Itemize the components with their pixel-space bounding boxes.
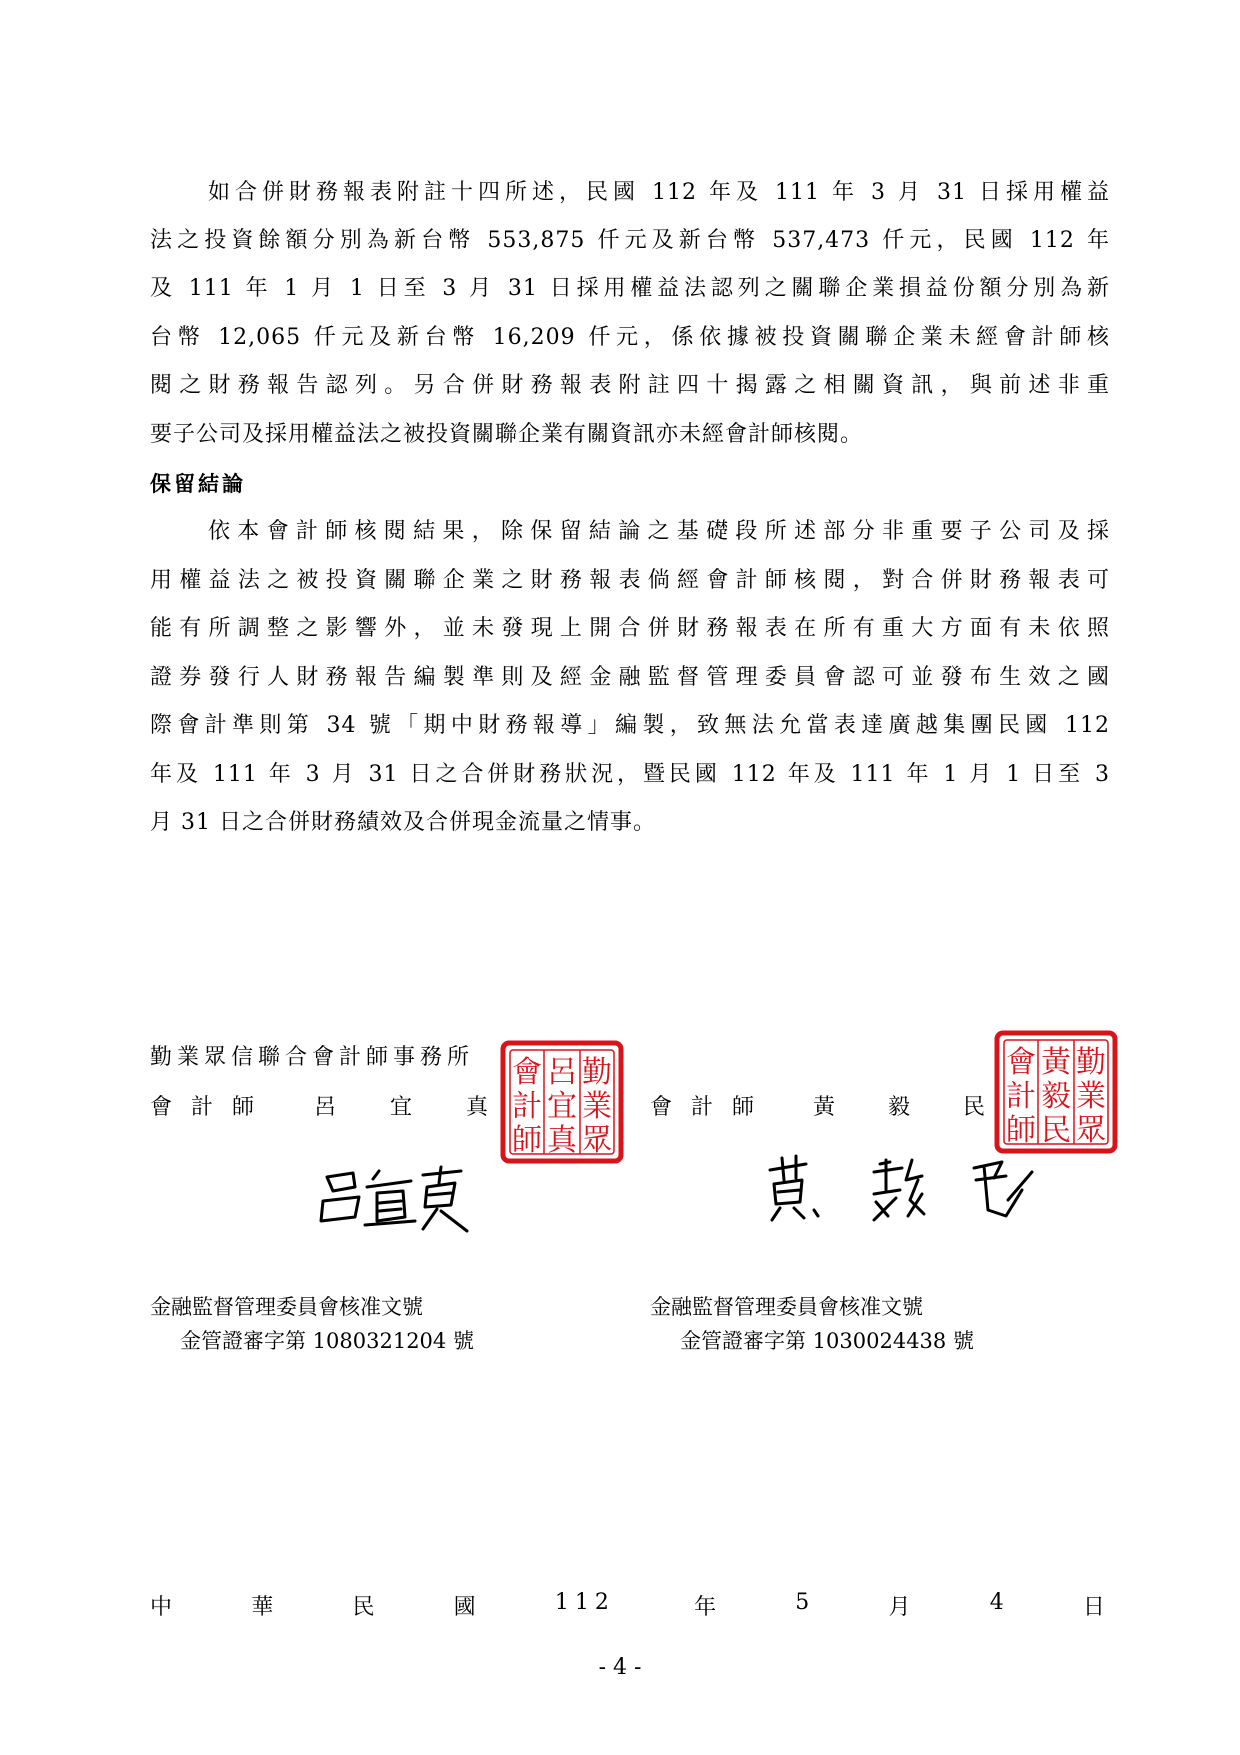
- paragraph-1-line: 閱之財務報告認列。另合併財務報表附註四十揭露之相關資訊，與前述非重: [150, 373, 1110, 398]
- paragraph-1-line: 法之投資餘額分別為新台幣 553,875 仟元及新台幣 537,473 仟元，民國 112 年: [150, 228, 1110, 253]
- paragraph-1-line: 台幣 12,065 仟元及新台幣 16,209 仟元，係依據被投資關聯企業未經會計師核: [150, 325, 1110, 350]
- approval-number: 金管證審字第 1080321204 號: [180, 1329, 474, 1353]
- seal-2-char: 勤: [1076, 1045, 1106, 1080]
- date-part: 月: [888, 1595, 911, 1620]
- accountant-1-title: 會 計 師: [150, 1095, 260, 1120]
- accountant-2-signature: [762, 1150, 1042, 1230]
- seal-1-char: 計: [512, 1089, 542, 1124]
- seal-2-char: 業: [1076, 1079, 1106, 1114]
- seal-1-char: 眾: [582, 1123, 612, 1158]
- date-part: 民: [352, 1595, 375, 1620]
- accountant-1-signature: [315, 1165, 475, 1235]
- accountant-2-approval: [650, 1290, 974, 1358]
- accountant-1-name-char: 呂: [313, 1095, 336, 1120]
- accountant-1-approval: [150, 1290, 474, 1358]
- date-part: 5: [795, 1590, 810, 1615]
- paragraph-2-line: 能有所調整之影響外，並未發現上開合併財務報表在所有重大方面有未依照: [150, 616, 1110, 641]
- seal-2-char: 黃: [1041, 1045, 1071, 1080]
- seal-1-char: 會: [512, 1055, 542, 1090]
- approval-number: 金管證審字第 1030024438 號: [680, 1329, 974, 1353]
- paragraph-1-line: 要子公司及採用權益法之被投資關聯企業有關資訊亦未經會計師核閱。: [150, 422, 864, 447]
- firm-name: 勤業眾信聯合會計師事務所: [150, 1045, 475, 1070]
- paragraph-1-line: 如合併財務報表附註十四所述，民國 112 年及 111 年 3 月 31 日採用權益: [208, 180, 1110, 205]
- approval-label: 金融監督管理委員會核准文號: [650, 1295, 923, 1319]
- seal-2-char: 會: [1006, 1045, 1036, 1080]
- seal-2-char: 毅: [1041, 1079, 1071, 1114]
- accountant-2-title: 會 計 師: [650, 1095, 760, 1120]
- paragraph-2-line: 際會計準則第 34 號「期中財務報導」編製，致無法允當表達廣越集團民國 112: [150, 713, 1110, 738]
- accountant-2-seal: [994, 1030, 1118, 1154]
- accountant-2-name-char: 民: [962, 1095, 985, 1120]
- seal-1-char: 真: [547, 1123, 577, 1158]
- date-part: 112: [554, 1590, 615, 1615]
- seal-1-char: 業: [582, 1089, 612, 1124]
- seal-1-char: 師: [512, 1123, 542, 1158]
- seal-1-char: 勤: [582, 1055, 612, 1090]
- report-date: [150, 1590, 1105, 1621]
- paragraph-2-line: 證券發行人財務報告編製準則及經金融監督管理委員會認可並發布生效之國: [150, 665, 1110, 690]
- section-heading: 保留結論: [150, 472, 246, 496]
- paragraph-2-line: 用權益法之被投資關聯企業之財務報表倘經會計師核閱，對合併財務報表可: [150, 568, 1110, 593]
- date-part: 年: [694, 1595, 717, 1620]
- accountant-1-seal: [500, 1040, 624, 1164]
- accountant-1-line: [150, 1090, 488, 1121]
- seal-2-char: 計: [1006, 1079, 1036, 1114]
- date-part: 4: [989, 1590, 1004, 1615]
- seal-2-char: 民: [1041, 1113, 1071, 1148]
- page-number: - 4 -: [598, 1655, 642, 1680]
- seal-2-char: 師: [1006, 1113, 1036, 1148]
- paragraph-2-line: 月 31 日之合併財務績效及合併現金流量之情事。: [150, 810, 656, 835]
- date-part: 日: [1082, 1595, 1105, 1620]
- paragraph-2-line: 年及 111 年 3 月 31 日之合併財務狀況，暨民國 112 年及 111 年 1 月 1 日至 3: [150, 762, 1110, 787]
- seal-2-char: 眾: [1076, 1113, 1106, 1148]
- accountant-2-line: [650, 1090, 985, 1121]
- accountant-1-name-char: 宜: [389, 1095, 412, 1120]
- paragraph-2-line: 依本會計師核閱結果，除保留結論之基礎段所述部分非重要子公司及採: [208, 519, 1110, 544]
- paragraph-1-line: 及 111 年 1 月 1 日至 3 月 31 日採用權益法認列之關聯企業損益份額分別為新: [150, 276, 1110, 301]
- date-part: 華: [251, 1595, 274, 1620]
- date-part: 中: [150, 1595, 173, 1620]
- approval-label: 金融監督管理委員會核准文號: [150, 1295, 423, 1319]
- seal-1-char: 宜: [547, 1089, 577, 1124]
- accountant-2-name-char: 毅: [887, 1095, 910, 1120]
- seal-1-char: 呂: [547, 1055, 577, 1090]
- date-part: 國: [453, 1595, 476, 1620]
- accountant-1-name-char: 真: [465, 1095, 488, 1120]
- accountant-2-name-char: 黃: [812, 1095, 835, 1120]
